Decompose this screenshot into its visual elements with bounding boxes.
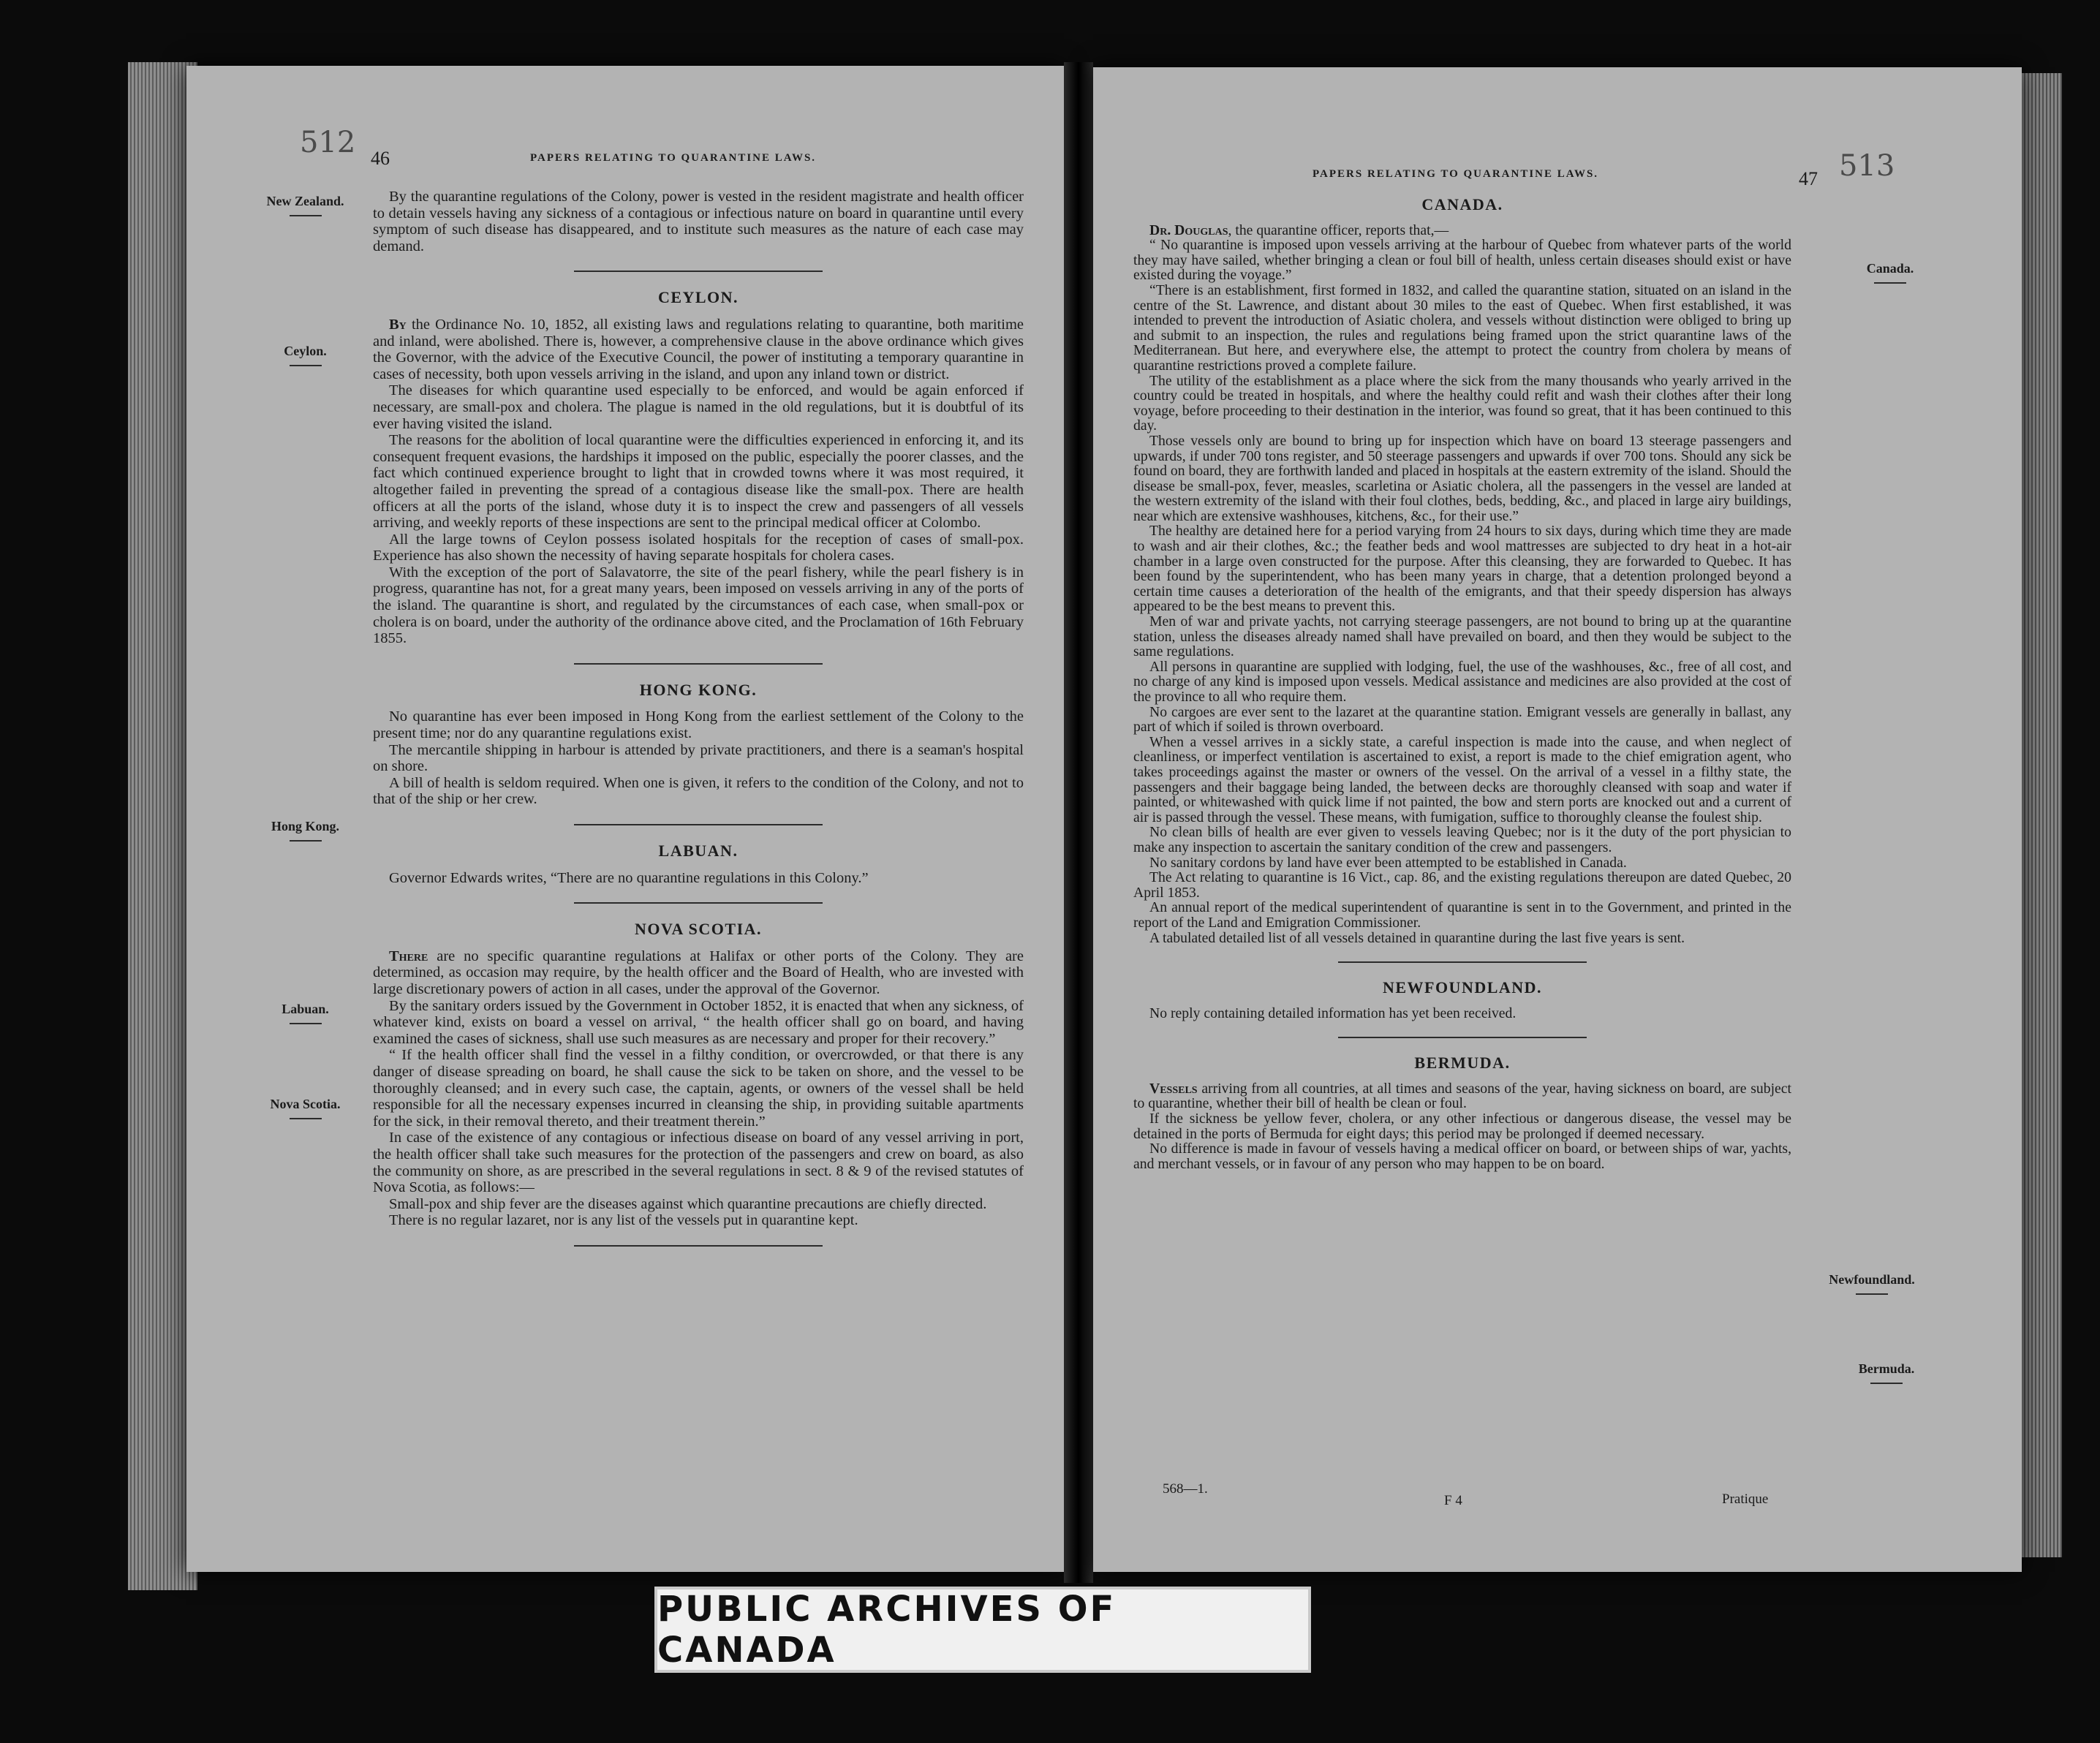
dropcap: By [389, 316, 407, 333]
margin-label-ceylon: Ceylon. [249, 344, 362, 366]
handwritten-folio-number: 513 [1839, 149, 1895, 183]
nova-scotia-paragraph: Small-pox and ship fever are the diseases against which quarantine precautions are chiefly directed. [389, 1195, 987, 1212]
canada-paragraph: No sanitary cordons by land have ever been attempted to be established in Canada. [1149, 854, 1627, 871]
section-divider [574, 824, 823, 825]
bermuda-paragraph: Vessels arriving from all countries, at all times and seasons of the year, having sickness on board, are subject to quarantine, whether their bill of health be clean or foul. [1133, 1080, 1791, 1112]
margin-label-newfoundland: Newfoundland. [1799, 1272, 1945, 1295]
canada-lead: Dr. Douglas, the quarantine officer, reports that,— [1149, 222, 1449, 238]
section-title-labuan: LABUAN. [658, 842, 739, 860]
nova-scotia-paragraph: There are no specific quarantine regulations at Halifax or other ports of the Colony. They are determined, as occasion may require, by the health officer and the Board of Health, who are invested with large discretionary powers of action in all cases, under the approval of the Governor. [373, 948, 1024, 997]
footer-signature-mark: F 4 [1444, 1493, 1462, 1508]
canada-paragraph: When a vessel arrives in a sickly state, a careful inspection is made into the cause, and when neglect of cleanliness, or imperfect ventilation is ascertained to exist, a report is made to the chief emigration agent, who takes proceedings against the master or owners of the vessel. On the arrival of a vessel in a filthy state, the passengers and their baggage being landed, the between decks are thoroughly cleansed with soap and water if painted, or whitewashed with quick lime if not painted, the bow and stern ports are knocked out and a current of air is passed through the vessel. These means, with fumigation, suffice to thoroughly cleanse the foulest ship. [1133, 733, 1791, 825]
margin-label-labuan: Labuan. [249, 1002, 362, 1024]
section-title-canada: CANADA. [1421, 195, 1503, 213]
page-number: 47 [1799, 168, 1818, 189]
canada-paragraph: Men of war and private yachts, not carrying steerage passengers, are not bound to bring up at the quarantine station, unless the diseases already named shall have prevailed on board, and then they would be subject to the same regulations. [1133, 613, 1791, 660]
nova-scotia-paragraph: By the sanitary orders issued by the Government in October 1852, it is enacted that when any sickness, of whatever kind, exists on board a vessel on arrival, “ the health officer shall go on board, and having examined the cases of sickness, shall use such measures as are necessary and proper for their recovery.” [373, 997, 1024, 1047]
newfoundland-paragraph: No reply containing detailed information has yet been received. [1149, 1005, 1517, 1021]
canada-paragraph: “There is an establishment, first formed in 1832, and called the quarantine station, situated on an island in the centre of the St. Lawrence, and distant about 30 miles to the east of Quebec. When first established, it was intended to prevent the introduction of Asiatic cholera, and vessels without distinction were obliged to bring up and submit to an inspection, the rules and regulations being framed upon the strict quarantine laws of the Mediterranean. But here, and everywhere else, the attempt to protect the country from cholera by means of quarantine restrictions proved a complete failure. [1133, 281, 1791, 374]
dropcap: Vessels [1149, 1080, 1198, 1097]
canada-paragraph: An annual report of the medical superintendent of quarantine is sent in to the Government, and printed in the report of the Land and Emigration Commissioner. [1133, 899, 1791, 931]
nova-scotia-paragraph: There is no regular lazaret, nor is any list of the vessels put in quarantine kept. [389, 1212, 858, 1229]
right-page-body [1133, 197, 1791, 1171]
margin-label-hong-kong: Hong Kong. [249, 819, 362, 842]
canada-paragraph: A tabulated detailed list of all vessels detained in quarantine during the last five years is sent. [1149, 929, 1685, 946]
running-head: PAPERS RELATING TO QUARANTINE LAWS. [1312, 168, 1599, 180]
section-divider [574, 271, 823, 272]
nova-scotia-paragraph: In case of the existence of any contagious or infectious disease on board of any vessel arriving in port, the health officer shall take such measures for the protection of the passengers and crew on board, as also the community on shore, as are prescribed in the several regulations in sect. 8 & 9 of the revised statutes of Nova Scotia, as follows:— [373, 1130, 1024, 1196]
canada-paragraph: “ No quarantine is imposed upon vessels arriving at the harbour of Quebec from whatever parts of the world they may have sailed, whether bringing a clean or foul bill of health, unless certain diseases should exist or have existed during the voyage.” [1133, 237, 1791, 284]
archives-label-card [654, 1587, 1311, 1673]
margin-label-canada: Canada. [1832, 261, 1949, 284]
margin-label-new-zealand: New Zealand. [249, 194, 362, 216]
hong-kong-paragraph: The mercantile shipping in harbour is attended by private practitioners, and there is a seaman's hospital on shore. [373, 741, 1024, 775]
ceylon-paragraph: By the Ordinance No. 10, 1852, all existing laws and regulations relating to quarantine, both maritime and inland, were abolished. There is, however, a comprehensive clause in the above ordinance which gives the Governor, with the advice of the Executive Council, the power of instituting a temporary quarantine in cases of necessity, both upon vessels arriving in the island, and upon any inland town or district. [373, 316, 1024, 382]
section-title-ceylon: CEYLON. [657, 288, 739, 307]
section-divider [574, 663, 823, 665]
left-page-body [373, 189, 1024, 1247]
ceylon-paragraph: All the large towns of Ceylon possess isolated hospitals for the reception of cases of small-pox. Experience has also shown the necessity of having separate hospitals for cholera cases. [373, 531, 1024, 564]
ceylon-paragraph: The diseases for which quarantine used especially to be enforced, and would be again enforced if necessary, are small-pox and cholera. The plague is named in the old regulations, but it is doubtful of its ever having visited the island. [373, 382, 1024, 432]
dropcap: There [389, 948, 428, 964]
section-divider [574, 1245, 823, 1247]
canada-paragraph: No clean bills of health are ever given to vessels leaving Quebec; nor is it the duty of the port physician to make any inspection to ascertain the sanitary condition of the crew and passengers. [1133, 824, 1791, 855]
archives-label-text: PUBLIC ARCHIVES OF CANADA [657, 1589, 1117, 1671]
canada-paragraph: The Act relating to quarantine is 16 Vict., cap. 86, and the existing regulations thereupon are dated Quebec, 20 April 1853. [1133, 869, 1791, 901]
running-head: PAPERS RELATING TO QUARANTINE LAWS. [530, 152, 817, 164]
book-gutter [1064, 62, 1093, 1583]
bermuda-paragraph: If the sickness be yellow fever, cholera, or any other infectious or dangerous disease, the vessel may be detained in the ports of Bermuda for eight days; this period may be prolonged if deemed necessary. [1133, 1111, 1791, 1142]
nova-scotia-paragraph: “ If the health officer shall find the vessel in a filthy condition, or overcrowded, or that there is any danger of disease spreading on board, he shall cause the sick to be taken on shore, and the vessel to be thoroughly cleansed; and in every such case, the captain, agents, or owners of the vessel shall be held responsible for all the necessary expenses incurred in cleansing the ship, in providing suitable apartments for the sick, in their removal thereto, and their treatment therein.” [373, 1047, 1024, 1130]
footer-catchword: Pratique [1722, 1491, 1769, 1507]
footer-print-number: 568—1. [1163, 1481, 1208, 1497]
hong-kong-paragraph: No quarantine has ever been imposed in Hong Kong from the earliest settlement of the Colony to the present time; nor do any quarantine regulations exist. [373, 708, 1024, 742]
section-title-newfoundland: NEWFOUNDLAND. [1382, 978, 1543, 997]
right-page [1093, 67, 2022, 1572]
canada-paragraph: Those vessels only are bound to bring up for inspection which have on board 13 steerage passengers and upwards, if under 700 tons register, and 50 steerage passengers and upwards if over 700 tons. Should any sick be found on board, they are forthwith landed and placed in hospitals at the eastern extremity of the island. Should the disease be small-pox, fever, measles, scarletina or Asiatic cholera, all the passengers in the vessel are landed at the western extremity of the island with their foul clothes, beds, bedding, &c., and placed in large airy buildings, near which are extensive washhouses, kitchens, &c., for their use.” [1133, 432, 1791, 524]
section-divider [574, 902, 823, 904]
officer-name: Dr. Douglas [1149, 222, 1228, 238]
section-title-nova-scotia: NOVA SCOTIA. [634, 920, 763, 939]
margin-label-nova-scotia: Nova Scotia. [249, 1097, 362, 1119]
labuan-paragraph: Governor Edwards writes, “There are no quarantine regulations in this Colony.” [389, 869, 869, 886]
handwritten-folio-number: 512 [300, 126, 356, 159]
section-divider [1338, 961, 1587, 963]
canada-paragraph: No cargoes are ever sent to the lazaret at the quarantine station. Emigrant vessels are generally in ballast, any part of which if soiled is thrown overboard. [1133, 703, 1791, 736]
left-page [186, 66, 1064, 1572]
ceylon-paragraph: With the exception of the port of Salavatorre, the site of the pearl fishery, while the pearl fishery is in progress, quarantine has not, for a great many years, been imposed on vessels arriving in any of the ports of the island. The quarantine is short, and regulated by the circumstances of each case, when small-pox or cholera is on board, under the authority of the ordinance above cited, and the Proclamation of 16th February 1855. [373, 564, 1024, 647]
canada-paragraph: The healthy are detained here for a period varying from 24 hours to six days, during which time they are made to wash and air their clothes, &c.; the feather beds and wool mattresses are subjected to dry heat in a hot-air chamber in a large oven constructed for the purpose. After this cleansing, they are forwarded to Quebec. It has been found by the superintendent, who has been many years in charge, that a detention prolonged beyond a certain time causes a deterioration of the health of the emigrants, and that their speedy dispersion has always appeared to be the best means to prevent this. [1133, 523, 1791, 615]
bermuda-paragraph: No difference is made in favour of vessels having a medical officer on board, or between ships of war, yachts, and merchant vessels, or in favour of any person who may happen to be on board. [1133, 1141, 1791, 1172]
ceylon-paragraph: The reasons for the abolition of local quarantine were the difficulties experienced in enforcing it, and its consequent frequent evasions, the hardships it imposed on the public, especially the poorer classes, and the fact which continued experience brought to light that in crowded towns where it was most required, it altogether failed in preventing the spread of a contagious disease like the small-pox. There are health officers at all the ports of the island, whose duty it is to inspect the crew and passengers of all vessels arriving, and weekly reports of these inspections are sent to the principal medical officer at Colombo. [373, 432, 1024, 532]
canada-paragraph: All persons in quarantine are supplied with lodging, fuel, the use of the washhouses, &c., free of all cost, and no charge of any kind is imposed upon vessels. Medical assistance and medicines are also provided at the cost of the province to all who require them. [1133, 658, 1791, 705]
hong-kong-paragraph: A bill of health is seldom required. When one is given, it refers to the condition of the Colony, and not to that of the ship or her crew. [373, 774, 1024, 808]
section-title-hong-kong: HONG KONG. [639, 680, 758, 699]
section-title-bermuda: BERMUDA. [1414, 1054, 1511, 1073]
section-divider [1338, 1037, 1587, 1038]
page-number: 46 [371, 148, 390, 169]
new-zealand-paragraph: By the quarantine regulations of the Colony, power is vested in the resident magistrate and health officer to detain vessels having any sickness of a contagious or infectious nature on board in quarantine until every symptom of such disease has disappeared, and to institute such measures as the nature of each case may demand. [373, 189, 1024, 254]
margin-label-bermuda: Bermuda. [1832, 1361, 1941, 1384]
canada-paragraph: The utility of the establishment as a place where the sick from the many thousands who yearly arrived in the country could be treated in hospitals, and where the healthy could refit and wash their clothes after their long voyage, before proceeding to their destination in the interior, was found so great, that it has been continued to this day. [1133, 372, 1791, 434]
